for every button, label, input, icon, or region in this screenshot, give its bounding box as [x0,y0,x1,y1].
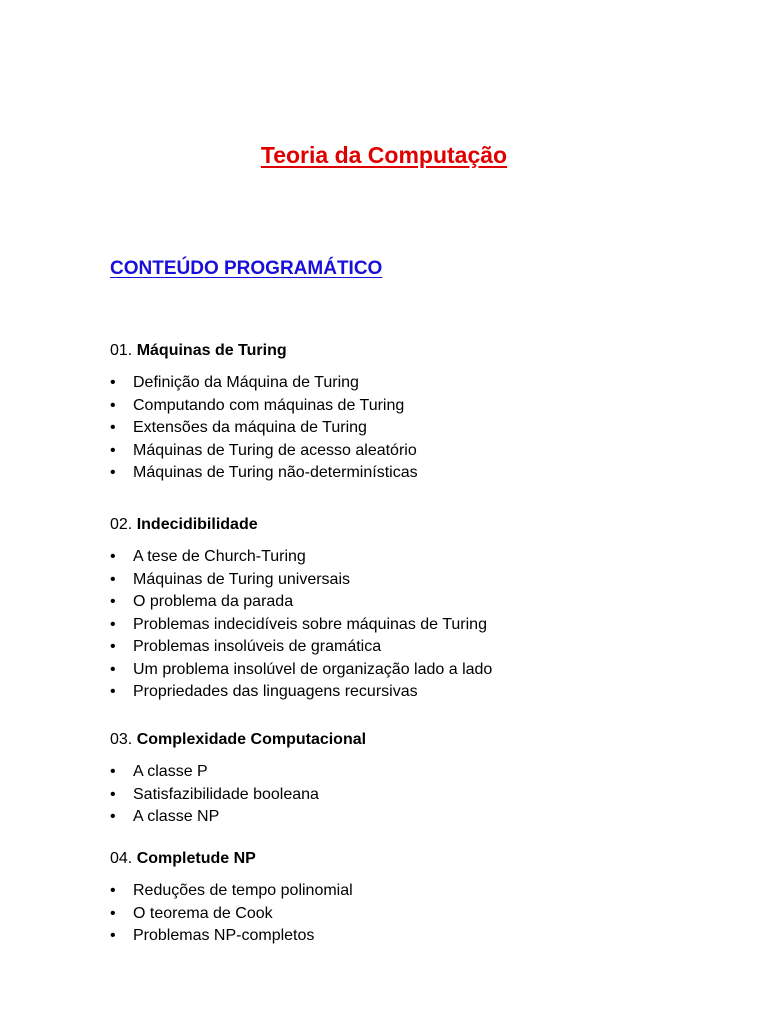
bullet-icon: • [110,464,116,481]
list-item [110,372,710,395]
bullet-icon: • [110,904,116,922]
list-item [110,636,710,659]
module-section [110,514,710,704]
module-number: 03. [110,731,133,748]
bullet-icon: • [110,927,116,944]
bullet-icon: • [110,419,116,436]
bullet-icon: • [110,441,116,459]
bullet-icon: • [110,638,116,655]
module-name: Completude NP [136,850,256,867]
list-item [110,903,710,926]
topic-list [110,546,710,704]
list-item-text: Máquinas de Turing não-determinísticas [133,464,418,481]
document-title: Teoria da Computação [260,142,508,168]
module-section [110,340,710,485]
list-item-text: A tese de Church-Turing [133,548,306,565]
list-item-text: Extensões da máquina de Turing [133,419,367,436]
bullet-icon: • [110,570,116,588]
list-item [110,440,710,463]
list-item [110,880,710,903]
bullet-icon: • [110,660,116,678]
list-item-text: Problemas indecidíveis sobre máquinas de Turing [133,615,487,633]
topic-list [110,761,710,829]
list-item-text: Máquinas de Turing de acesso aleatório [133,441,417,459]
module-title [110,848,710,870]
list-item [110,395,710,418]
list-item [110,925,710,948]
module-name: Complexidade Computacional [136,731,367,748]
bullet-icon: • [110,374,116,391]
section-heading: CONTEÚDO PROGRAMÁTICO [110,258,383,279]
list-item-text: Reduções de tempo polinomial [133,882,353,899]
list-item [110,591,710,614]
topic-list [110,880,710,948]
list-item-text: Propriedades das linguagens recursivas [133,683,418,700]
topic-list [110,372,710,485]
list-item [110,417,710,440]
bullet-icon: • [110,593,116,610]
list-item [110,659,710,682]
module-title [110,729,710,751]
list-item [110,569,710,592]
module-title [110,340,710,362]
list-item [110,784,710,807]
module-number: 01. [110,342,133,359]
list-item [110,681,710,704]
module-name: Indecidibilidade [136,516,258,533]
bullet-icon: • [110,548,116,565]
list-item [110,614,710,637]
module-title [110,514,710,536]
module-number: 02. [110,516,133,533]
bullet-icon: • [110,683,116,700]
bullet-icon: • [110,763,116,780]
list-item-text: Máquinas de Turing universais [133,570,351,588]
bullet-icon: • [110,882,116,899]
list-item [110,761,710,784]
list-item-text: Problemas insolúveis de gramática [133,638,382,655]
list-item [110,546,710,569]
list-item-text: Problemas NP-completos [133,927,315,944]
bullet-icon: • [110,808,116,825]
list-item-text: O teorema de Cook [133,904,273,922]
module-name: Máquinas de Turing [136,342,287,359]
bullet-icon: • [110,396,116,414]
bullet-icon: • [110,615,116,633]
module-section [110,848,710,948]
list-item-text: Definição da Máquina de Turing [133,374,359,391]
bullet-icon: • [110,785,116,803]
list-item [110,462,710,485]
module-number: 04. [110,850,133,867]
list-item-text: Um problema insolúvel de organização lado a lado [133,660,493,678]
list-item-text: A classe NP [133,808,220,825]
list-item-text: Satisfazibilidade booleana [133,785,319,803]
module-section [110,729,710,829]
list-item [110,806,710,829]
list-item-text: O problema da parada [133,593,294,610]
list-item-text: Computando com máquinas de Turing [133,396,405,414]
list-item-text: A classe P [133,763,208,780]
